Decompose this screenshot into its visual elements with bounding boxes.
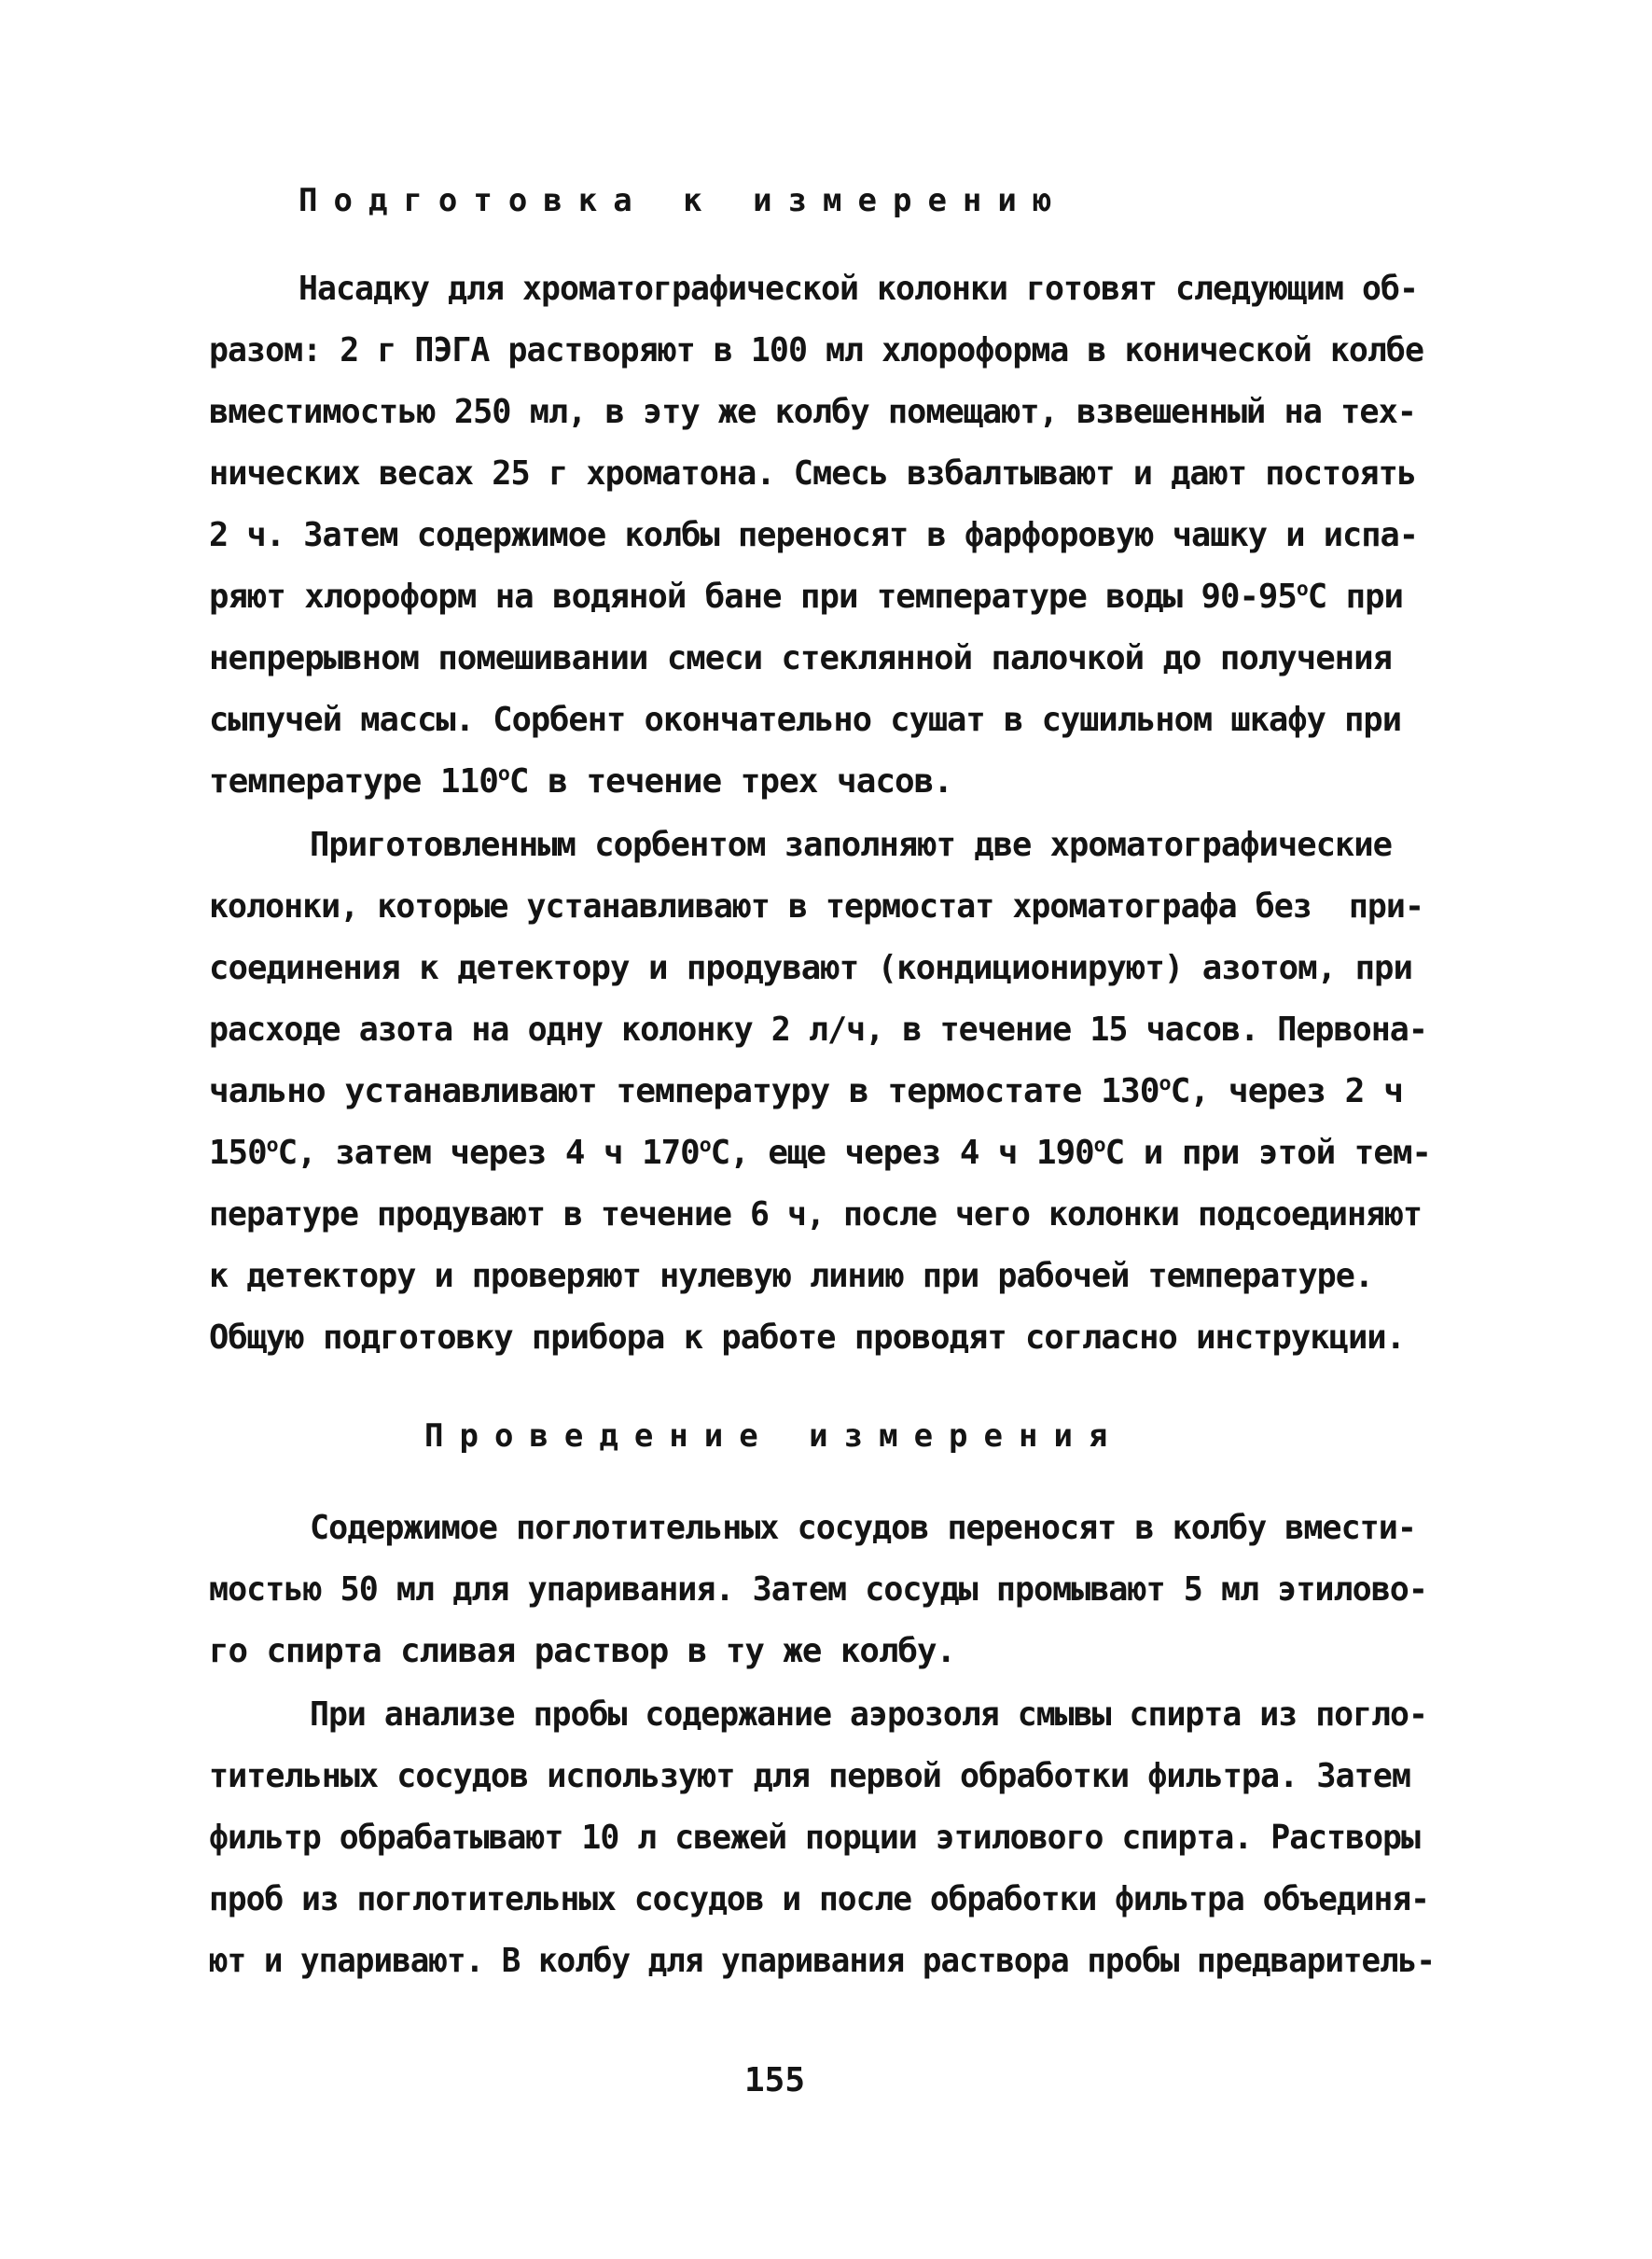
text-line: При анализе пробы содержание аэрозоля смывы спирта из погло-: [310, 1695, 1427, 1734]
text-line: расходе азота на одну колонку 2 л/ч, в течение 15 часов. Первона-: [209, 1011, 1427, 1049]
section-heading-preparation: Подготовка к измерению: [298, 182, 1068, 219]
text-line: ряют хлороформ на водяной бане при температуре воды 90-95$^o$С при: [209, 578, 1403, 616]
text-line: соединения к детектору и продувают (кондиционируют) азотом, при: [209, 949, 1412, 987]
text-line: тительных сосудов используют для первой обработки фильтра. Затем: [209, 1757, 1410, 1795]
section-heading-measurement: Проведение измерения: [424, 1417, 1124, 1455]
text-line: Общую подготовку прибора к работе проводят согласно инструкции.: [209, 1318, 1405, 1357]
page-number: 155: [744, 2061, 806, 2099]
text-line: Насадку для хроматографической колонки готовят следующим об-: [298, 270, 1418, 308]
text-line: Содержимое поглотительных сосудов переносят в колбу вмести-: [310, 1509, 1416, 1547]
text-line: колонки, которые устанавливают в термостат хроматографа без при-: [209, 887, 1423, 926]
text-line: 2 ч. Затем содержимое колбы переносят в фарфоровую чашку и испа-: [209, 516, 1418, 554]
text-line: 150$^o$С, затем через 4 ч 170$^o$С, еще через 4 ч 190$^o$С и при этой тем-: [209, 1134, 1431, 1172]
text-line: чально устанавливают температуру в термостате 130$^o$С, через 2 ч: [209, 1072, 1403, 1110]
text-line: го спирта сливая раствор в ту же колбу.: [209, 1632, 955, 1670]
text-line: пературе продувают в течение 6 ч, после чего колонки подсоединяют: [209, 1195, 1422, 1234]
text-line: к детектору и проверяют нулевую линию при рабочей температуре.: [209, 1257, 1373, 1295]
text-line: Приготовленным сорбентом заполняют две хроматографические: [310, 826, 1392, 864]
text-line: ют и упаривают. В колбу для упаривания раствора пробы предваритель-: [209, 1942, 1435, 1980]
text-line: вместимостью 250 мл, в эту же колбу помещают, взвешенный на тех-: [209, 393, 1416, 431]
text-line: нических весах 25 г хроматона. Смесь взбалтывают и дают постоять: [209, 454, 1416, 493]
text-line: разом: 2 г ПЭГА растворяют в 100 мл хлороформа в конической колбе: [209, 331, 1423, 370]
text-line: сыпучей массы. Сорбент окончательно сушат в сушильном шкафу при: [209, 701, 1401, 739]
text-line: проб из поглотительных сосудов и после обработки фильтра объединя-: [209, 1880, 1429, 1918]
text-line: непрерывном помешивании смеси стеклянной палочкой до получения: [209, 639, 1392, 677]
text-line: температуре 110$^o$С в течение трех часов.: [209, 762, 952, 801]
text-line: фильтр обрабатывают 10 л свежей порции этилового спирта. Растворы: [209, 1819, 1420, 1857]
text-line: мостью 50 мл для упаривания. Затем сосуды промывают 5 мл этилово-: [209, 1570, 1427, 1609]
